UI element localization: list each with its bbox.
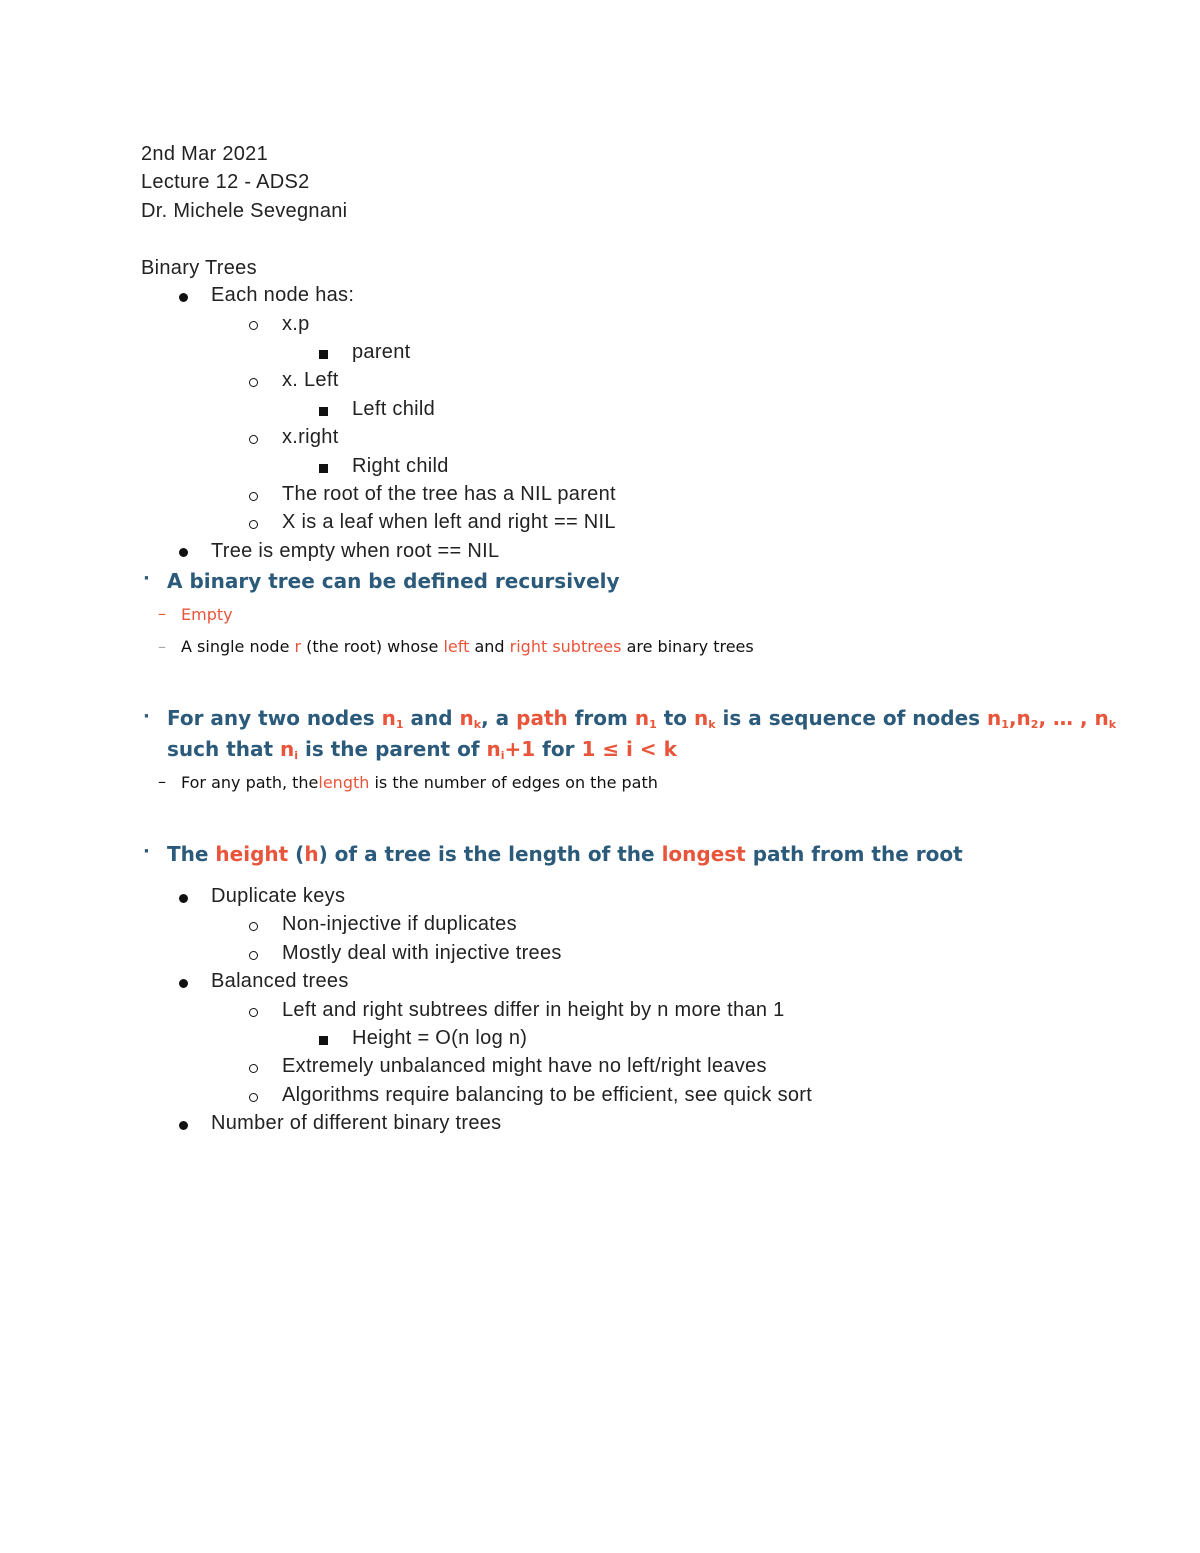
circle-bullet-icon	[249, 378, 258, 387]
bullet-icon	[179, 979, 188, 988]
list-item: Number of different binary trees	[211, 1112, 502, 1134]
list-item: Right child	[352, 455, 449, 477]
slide-heading: For any two nodes $n_1$ and $n_k$, a path from $n_1$ to $n_k$ is a sequence of nodes $n_1,n_2$, … , $n_k$	[167, 706, 1117, 731]
list-item: Left child	[352, 398, 436, 420]
dash-icon: –	[158, 604, 166, 623]
list-item: Duplicate keys	[211, 885, 346, 907]
square-bullet-icon	[319, 464, 328, 473]
dash-icon: –	[158, 772, 166, 791]
list-item: Mostly deal with injective trees	[282, 942, 562, 964]
list-item: Extremely unbalanced might have no left/right leaves	[282, 1055, 767, 1077]
bullet-icon	[179, 548, 188, 557]
circle-bullet-icon	[249, 1064, 258, 1073]
bullet-icon	[179, 293, 188, 302]
list-item: Balanced trees	[211, 970, 349, 992]
circle-bullet-icon	[249, 922, 258, 931]
list-item: Algorithms require balancing to be efficient, see quick sort	[282, 1084, 813, 1106]
slide-heading-cont: such that $n_i$ is the parent of $n_i+1$ for 1 ≤ i < k	[167, 737, 677, 762]
section-title: Binary Trees	[141, 257, 257, 279]
circle-bullet-icon	[249, 1008, 258, 1017]
circle-bullet-icon	[249, 492, 258, 501]
slide-bullet-icon: ·	[143, 568, 150, 589]
circle-bullet-icon	[249, 435, 258, 444]
slide-subpoint: For any path, thelength is the number of edges on the path	[181, 773, 658, 792]
list-item: x.right	[282, 426, 339, 448]
list-item: Each node has:	[211, 284, 355, 306]
slide-subpoint: A single node r (the root) whose left and right subtrees are binary trees	[181, 637, 754, 656]
list-item: Tree is empty when root == NIL	[211, 540, 500, 562]
slide-bullet-icon: ·	[143, 706, 150, 727]
lecture-title: Lecture 12 - ADS2	[141, 171, 310, 193]
list-item: x. Left	[282, 369, 339, 391]
slide-subpoint: Empty	[181, 605, 233, 624]
square-bullet-icon	[319, 350, 328, 359]
lecturer: Dr. Michele Sevegnani	[141, 200, 348, 222]
list-item: Non-injective if duplicates	[282, 913, 517, 935]
list-item: parent	[352, 341, 411, 363]
list-item: X is a leaf when left and right == NIL	[282, 511, 616, 533]
list-item: The root of the tree has a NIL parent	[282, 483, 616, 505]
square-bullet-icon	[319, 1036, 328, 1045]
date: 2nd Mar 2021	[141, 143, 269, 165]
bullet-icon	[179, 1121, 188, 1130]
circle-bullet-icon	[249, 951, 258, 960]
slide-bullet-icon: ·	[143, 841, 150, 862]
circle-bullet-icon	[249, 520, 258, 529]
slide-heading: A binary tree can be defined recursively	[167, 569, 620, 593]
circle-bullet-icon	[249, 1093, 258, 1102]
square-bullet-icon	[319, 407, 328, 416]
bullet-icon	[179, 894, 188, 903]
list-item: Left and right subtrees differ in height by n more than 1	[282, 999, 785, 1021]
list-item: x.p	[282, 313, 310, 335]
dash-icon: –	[158, 637, 166, 656]
list-item: Height = O(n log n)	[352, 1027, 528, 1049]
circle-bullet-icon	[249, 321, 258, 330]
slide-heading: The height (h) of a tree is the length of the longest path from the root	[167, 842, 963, 866]
